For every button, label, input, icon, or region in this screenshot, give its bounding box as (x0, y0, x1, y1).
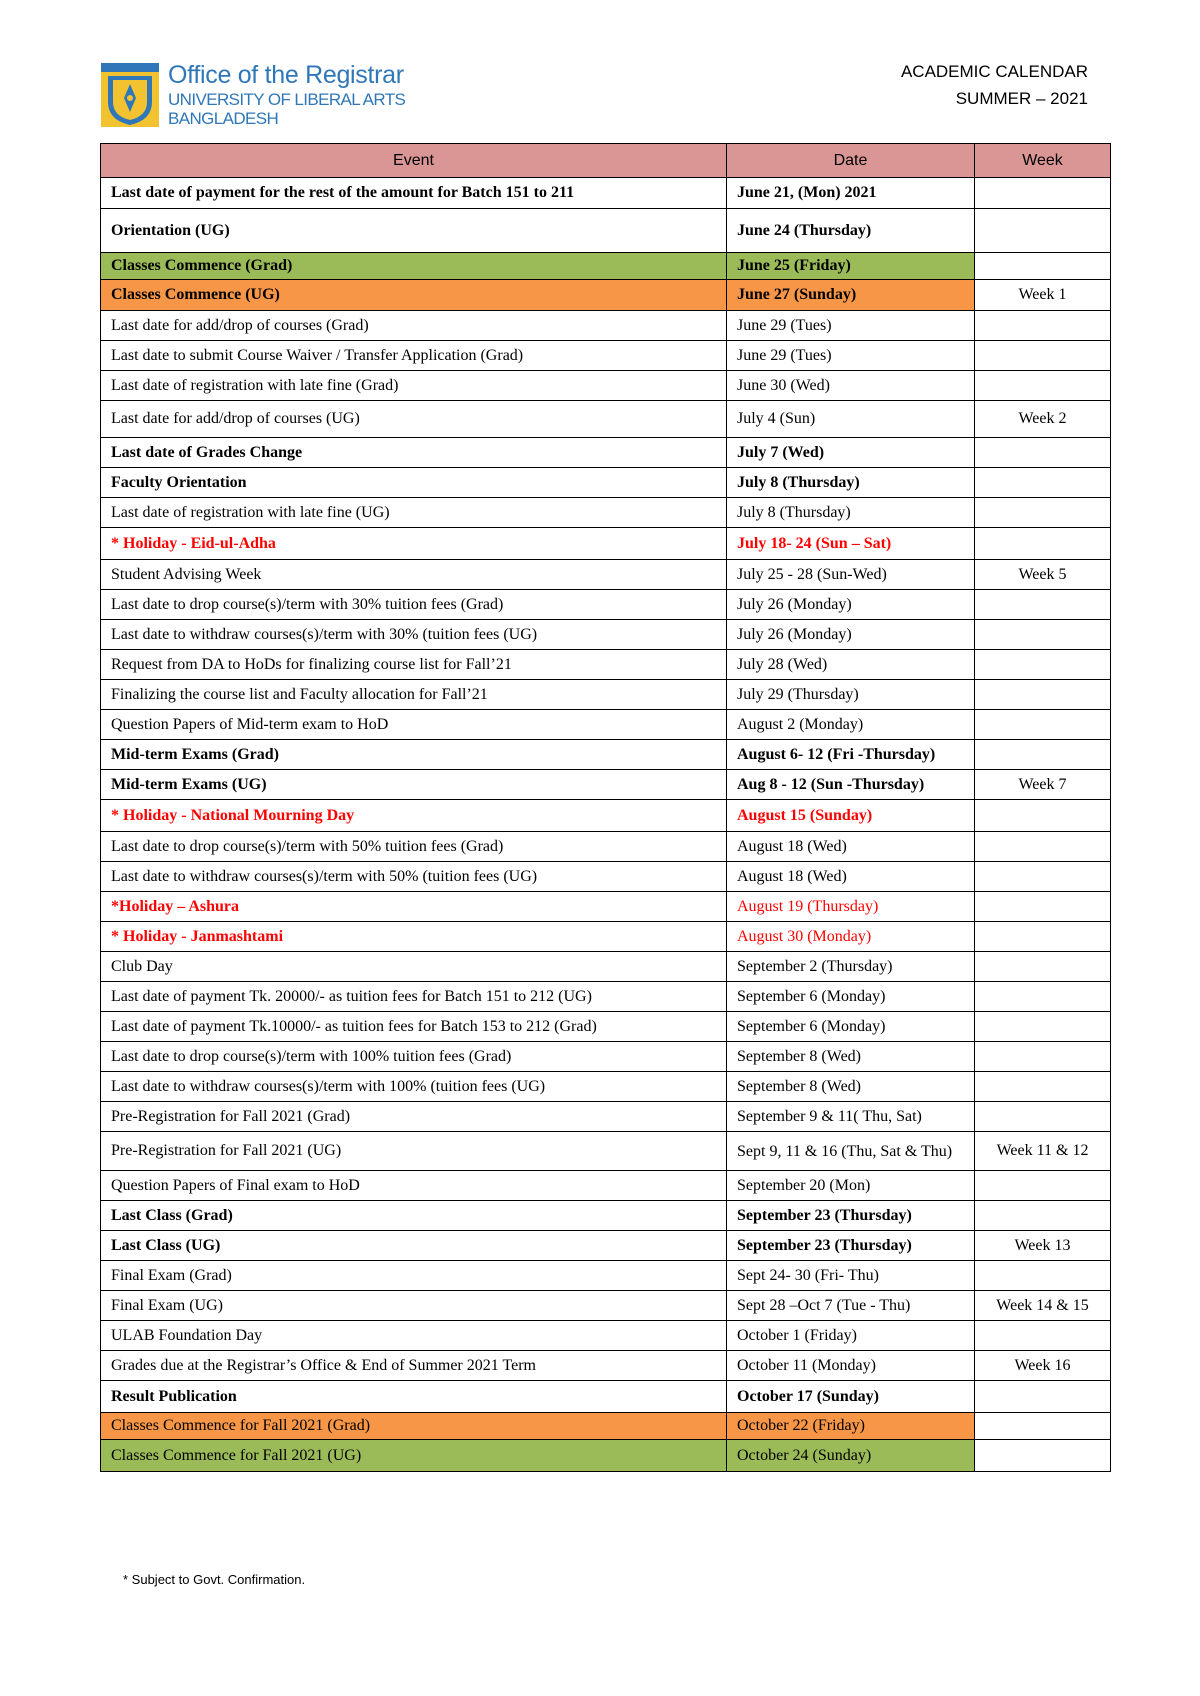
date-cell: August 19 (Thursday) (727, 892, 975, 922)
date-cell: August 15 (Sunday) (727, 800, 975, 832)
table-row (101, 952, 1111, 982)
event-cell: Mid-term Exams (UG) (101, 770, 727, 800)
week-cell (975, 1440, 1111, 1472)
week-cell: Week 7 (975, 770, 1111, 800)
week-cell (975, 832, 1111, 862)
date-cell: August 2 (Monday) (727, 710, 975, 740)
date-cell: July 8 (Thursday) (727, 468, 975, 498)
week-cell (975, 341, 1111, 371)
week-cell (975, 498, 1111, 528)
date-cell: September 2 (Thursday) (727, 952, 975, 982)
week-cell (975, 982, 1111, 1012)
event-cell: Last date of payment for the rest of the amount for Batch 151 to 211 (101, 178, 727, 209)
date-cell: June 29 (Tues) (727, 341, 975, 371)
week-cell (975, 1102, 1111, 1132)
event-cell: *Holiday – Ashura (101, 892, 727, 922)
week-cell (975, 311, 1111, 341)
date-cell: July 26 (Monday) (727, 620, 975, 650)
logo-office-text: Office of the Registrar (168, 61, 404, 89)
week-cell: Week 14 & 15 (975, 1291, 1111, 1321)
date-cell: September 6 (Monday) (727, 1012, 975, 1042)
table-row (101, 341, 1111, 371)
event-cell: Finalizing the course list and Faculty allocation for Fall’21 (101, 680, 727, 710)
date-cell: July 26 (Monday) (727, 590, 975, 620)
table-row (101, 468, 1111, 498)
week-cell: Week 2 (975, 401, 1111, 438)
event-cell: ULAB Foundation Day (101, 1321, 727, 1351)
week-cell (975, 800, 1111, 832)
date-cell: September 9 & 11( Thu, Sat) (727, 1102, 975, 1132)
table-row (101, 620, 1111, 650)
table-row (101, 438, 1111, 468)
date-cell: July 7 (Wed) (727, 438, 975, 468)
table-row (101, 892, 1111, 922)
table-row (101, 1102, 1111, 1132)
event-cell: Classes Commence (UG) (101, 280, 727, 311)
event-cell: Faculty Orientation (101, 468, 727, 498)
date-cell: June 29 (Tues) (727, 311, 975, 341)
date-cell: Sept 24- 30 (Fri- Thu) (727, 1261, 975, 1291)
date-cell: June 25 (Friday) (727, 253, 975, 280)
week-cell: Week 13 (975, 1231, 1111, 1261)
date-cell: July 29 (Thursday) (727, 680, 975, 710)
table-row (101, 740, 1111, 770)
date-cell: Sept 9, 11 & 16 (Thu, Sat & Thu) (727, 1132, 975, 1171)
week-cell (975, 650, 1111, 680)
table-row (101, 528, 1111, 560)
table-row (101, 710, 1111, 740)
week-cell (975, 710, 1111, 740)
event-cell: Pre-Registration for Fall 2021 (UG) (101, 1132, 727, 1171)
event-cell: Result Publication (101, 1381, 727, 1413)
table-row (101, 209, 1111, 253)
event-cell: Question Papers of Mid-term exam to HoD (101, 710, 727, 740)
date-cell: October 1 (Friday) (727, 1321, 975, 1351)
week-column-header: Week (975, 144, 1111, 178)
date-cell: September 6 (Monday) (727, 982, 975, 1012)
table-row (101, 1321, 1111, 1351)
table-row (101, 498, 1111, 528)
event-cell: Pre-Registration for Fall 2021 (Grad) (101, 1102, 727, 1132)
table-row (101, 1042, 1111, 1072)
table-row (101, 590, 1111, 620)
week-cell (975, 1042, 1111, 1072)
week-cell (975, 1413, 1111, 1440)
event-cell: Orientation (UG) (101, 209, 727, 253)
event-cell: Last date to withdraw courses(s)/term with 30% (tuition fees (UG) (101, 620, 727, 650)
table-row (101, 253, 1111, 280)
table-row (101, 922, 1111, 952)
event-cell: Last date to withdraw courses(s)/term with 100% (tuition fees (UG) (101, 1072, 727, 1102)
event-cell: Last date to drop course(s)/term with 100% tuition fees (Grad) (101, 1042, 727, 1072)
date-cell: October 11 (Monday) (727, 1351, 975, 1381)
event-cell: Classes Commence for Fall 2021 (Grad) (101, 1413, 727, 1440)
date-cell: August 18 (Wed) (727, 832, 975, 862)
event-cell: Last date to drop course(s)/term with 50% tuition fees (Grad) (101, 832, 727, 862)
calendar-heading (901, 58, 1088, 112)
registrar-logo (100, 60, 430, 130)
table-row (101, 1012, 1111, 1042)
table-row (101, 1171, 1111, 1201)
week-cell (975, 922, 1111, 952)
table-row (101, 1231, 1111, 1261)
week-cell (975, 590, 1111, 620)
event-cell: Last date to submit Course Waiver / Transfer Application (Grad) (101, 341, 727, 371)
date-cell: September 20 (Mon) (727, 1171, 975, 1201)
table-row (101, 770, 1111, 800)
event-cell: Club Day (101, 952, 727, 982)
logo-country-text: BANGLADESH (168, 109, 279, 128)
date-cell: July 8 (Thursday) (727, 498, 975, 528)
event-column-header: Event (101, 144, 727, 178)
week-cell: Week 16 (975, 1351, 1111, 1381)
event-cell: Mid-term Exams (Grad) (101, 740, 727, 770)
date-cell: Sept 28 –Oct 7 (Tue - Thu) (727, 1291, 975, 1321)
event-cell: Last date to withdraw courses(s)/term with 50% (tuition fees (UG) (101, 862, 727, 892)
event-cell: Final Exam (Grad) (101, 1261, 727, 1291)
week-cell (975, 253, 1111, 280)
date-cell: October 22 (Friday) (727, 1413, 975, 1440)
event-cell: Last date for add/drop of courses (UG) (101, 401, 727, 438)
week-cell (975, 178, 1111, 209)
date-cell: Aug 8 - 12 (Sun -Thursday) (727, 770, 975, 800)
table-row (101, 982, 1111, 1012)
table-row (101, 1381, 1111, 1413)
week-cell (975, 1072, 1111, 1102)
week-cell (975, 1201, 1111, 1231)
date-cell: July 25 - 28 (Sun-Wed) (727, 560, 975, 590)
table-row (101, 178, 1111, 209)
week-cell (975, 1171, 1111, 1201)
date-cell: July 28 (Wed) (727, 650, 975, 680)
table-row (101, 1413, 1111, 1440)
week-cell (975, 862, 1111, 892)
week-cell (975, 952, 1111, 982)
event-cell: * Holiday - Eid-ul-Adha (101, 528, 727, 560)
week-cell (975, 1381, 1111, 1413)
week-cell: Week 1 (975, 280, 1111, 311)
week-cell (975, 209, 1111, 253)
table-row (101, 560, 1111, 590)
table-row (101, 832, 1111, 862)
week-cell: Week 5 (975, 560, 1111, 590)
event-cell: Grades due at the Registrar’s Office & End of Summer 2021 Term (101, 1351, 727, 1381)
event-cell: Last Class (UG) (101, 1231, 727, 1261)
date-cell: September 8 (Wed) (727, 1042, 975, 1072)
date-cell: June 30 (Wed) (727, 371, 975, 401)
date-cell: October 24 (Sunday) (727, 1440, 975, 1472)
event-cell: Last date for add/drop of courses (Grad) (101, 311, 727, 341)
table-row (101, 1351, 1111, 1381)
event-cell: Last date of Grades Change (101, 438, 727, 468)
event-cell: * Holiday - Janmashtami (101, 922, 727, 952)
date-cell: August 18 (Wed) (727, 862, 975, 892)
event-cell: Last date of registration with late fine (UG) (101, 498, 727, 528)
ulab-emblem-icon (100, 62, 160, 128)
event-cell: Last date of payment Tk. 20000/- as tuition fees for Batch 151 to 212 (UG) (101, 982, 727, 1012)
week-cell (975, 468, 1111, 498)
week-cell (975, 371, 1111, 401)
date-cell: September 23 (Thursday) (727, 1231, 975, 1261)
table-row (101, 650, 1111, 680)
table-row (101, 401, 1111, 438)
event-cell: Student Advising Week (101, 560, 727, 590)
logo-university-text: UNIVERSITY OF LIBERAL ARTS (168, 90, 406, 109)
date-cell: June 27 (Sunday) (727, 280, 975, 311)
event-cell: Last date of registration with late fine (Grad) (101, 371, 727, 401)
event-cell: Request from DA to HoDs for finalizing course list for Fall’21 (101, 650, 727, 680)
table-header-row (101, 144, 1111, 178)
date-cell: July 18- 24 (Sun – Sat) (727, 528, 975, 560)
week-cell (975, 1012, 1111, 1042)
academic-calendar-table (100, 143, 1111, 1472)
week-cell (975, 1321, 1111, 1351)
event-cell: Classes Commence (Grad) (101, 253, 727, 280)
event-cell: Last date to drop course(s)/term with 30% tuition fees (Grad) (101, 590, 727, 620)
date-cell: September 8 (Wed) (727, 1072, 975, 1102)
table-row (101, 1440, 1111, 1472)
table-row (101, 800, 1111, 832)
week-cell (975, 620, 1111, 650)
date-cell: August 30 (Monday) (727, 922, 975, 952)
week-cell (975, 1261, 1111, 1291)
event-cell: * Holiday - National Mourning Day (101, 800, 727, 832)
event-cell: Final Exam (UG) (101, 1291, 727, 1321)
table-row (101, 1132, 1111, 1171)
week-cell (975, 740, 1111, 770)
table-row (101, 862, 1111, 892)
calendar-title: ACADEMIC CALENDAR (900, 62, 1088, 81)
date-cell: June 21, (Mon) 2021 (727, 178, 975, 209)
event-cell: Last Class (Grad) (101, 1201, 727, 1231)
table-row (101, 371, 1111, 401)
table-row (101, 1261, 1111, 1291)
date-cell: June 24 (Thursday) (727, 209, 975, 253)
table-row (101, 1072, 1111, 1102)
week-cell (975, 528, 1111, 560)
footnote: * Subject to Govt. Confirmation. (123, 1572, 306, 1587)
table-row (101, 1291, 1111, 1321)
table-row (101, 680, 1111, 710)
week-cell (975, 680, 1111, 710)
date-cell: September 23 (Thursday) (727, 1201, 975, 1231)
event-cell: Last date of payment Tk.10000/- as tuition fees for Batch 153 to 212 (Grad) (101, 1012, 727, 1042)
date-cell: July 4 (Sun) (727, 401, 975, 438)
table-row (101, 311, 1111, 341)
date-cell: August 6- 12 (Fri -Thursday) (727, 740, 975, 770)
event-cell: Classes Commence for Fall 2021 (UG) (101, 1440, 727, 1472)
calendar-term: SUMMER – 2021 (955, 89, 1088, 108)
week-cell (975, 892, 1111, 922)
date-column-header: Date (727, 144, 975, 178)
week-cell (975, 438, 1111, 468)
week-cell: Week 11 & 12 (975, 1132, 1111, 1171)
table-row (101, 280, 1111, 311)
date-cell: October 17 (Sunday) (727, 1381, 975, 1413)
table-row (101, 1201, 1111, 1231)
event-cell: Question Papers of Final exam to HoD (101, 1171, 727, 1201)
